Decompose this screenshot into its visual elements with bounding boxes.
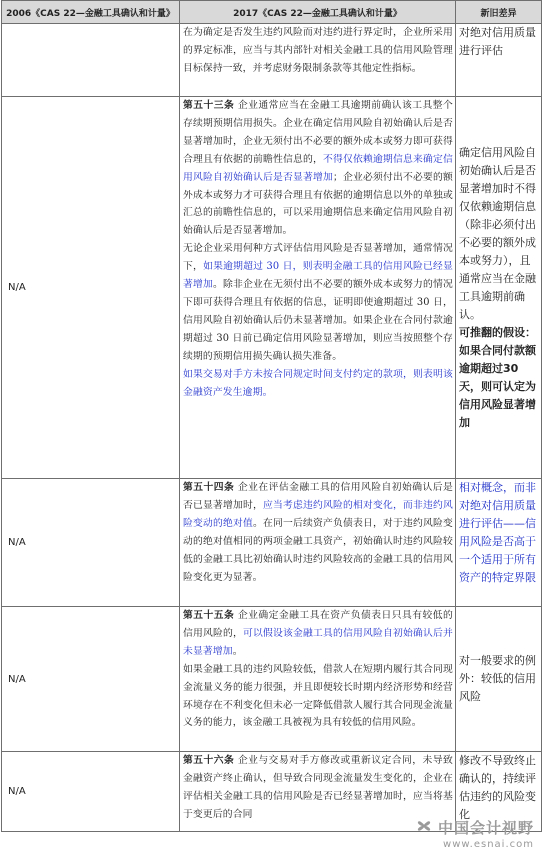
clause-paragraph <box>183 240 453 365</box>
difference-text-bold: 可推翻的假设：如果合同付款额逾期超过30天，则可认定为信用风险显著增加 <box>459 325 536 429</box>
clause-text: 。 <box>232 645 243 657</box>
article-number: 第五十五条 <box>183 610 235 621</box>
article-number: 第五十六条 <box>183 755 235 766</box>
table-row <box>2 24 542 97</box>
new-standard-cell <box>180 607 456 752</box>
old-standard-cell: N/A <box>2 607 180 752</box>
comparison-table <box>1 0 542 832</box>
article-number: 第五十三条 <box>183 100 235 111</box>
difference-cell <box>456 97 542 479</box>
clause-paragraph <box>183 607 453 661</box>
new-standard-cell <box>180 752 456 832</box>
highlighted-text: 可以假设该金融工具的信用风险自初始确认后并未显著增加 <box>183 627 453 657</box>
highlighted-text: 不得仅依赖逾期信息来确定信用风险自初始确认后是否显著增加 <box>183 153 453 183</box>
article-number: 第五十四条 <box>183 482 235 493</box>
clause-text: 企业在评估金融工具的信用风险自初始确认后是否已显著增加时， <box>183 482 453 511</box>
clause-paragraph: 如果金融工具的违约风险较低，借款人在短期内履行其合同现金流量义务的能力很强，并且即便较长时期内经济形势和经营环境存在不利变化但未必一定降低借款人履行其合同现金流量义务的能力，该金融工具被视为具有较低的信用风险。 <box>183 663 453 729</box>
watermark-title: 中国会计视野 <box>437 818 534 837</box>
clause-text: 无论企业采用何种方式评估信用风险是否显著增加，通常情况下， <box>183 243 453 273</box>
highlighted-text: 如果逾期超过 30 日，则表明金融工具的信用风险已经显著增加 <box>183 261 453 291</box>
header-differences: 新旧差异 <box>456 1 542 24</box>
difference-cell: 对一般要求的例外：较低的信用风险 <box>456 607 542 752</box>
watermark-url: www.esnai.com <box>443 839 534 850</box>
new-standard-cell <box>180 479 456 607</box>
new-standard-cell <box>180 97 456 479</box>
table-row <box>2 97 542 479</box>
difference-cell: 相对概念，而非对绝对信用质量进行评估——信用风险是否高于一个适用于所有资产的特定界限 <box>456 479 542 607</box>
old-standard-cell: N/A <box>2 752 180 832</box>
difference-cell: 对绝对信用质量进行评估 <box>456 24 542 97</box>
clause-paragraph <box>183 97 453 240</box>
header-old-standard: 2006《CAS 22—金融工具确认和计量》 <box>2 1 180 24</box>
clause-text: ；企业必须付出不必要的额外成本或努力才可获得合理且有依据的逾期信息以外的单独或汇总的前瞻性信息的，可以采用逾期信息来确定信用风险自初始确认后是否显著增加。 <box>183 171 453 237</box>
table-row <box>2 607 542 752</box>
clause-text: 企业与交易对手方修改或重新议定合同，未导致金融资产终止确认，但导致合同现金流量发生变化的，企业在评估相关金融工具的信用风险是否已经显著增加时，应当将基于变更后的合同 <box>183 755 453 820</box>
header-new-standard: 2017《CAS 22—金融工具确认和计量》 <box>180 1 456 24</box>
clause-text: 企业确定金融工具在资产负债表日只具有较低的信用风险的， <box>183 610 453 639</box>
clause-text: 企业通常应当在金融工具逾期前确认该工具整个存续期预期信用损失。企业在确定信用风险自初始确认后是否显著增加时，企业无须付出不必要的额外成本或努力即可获得合理且有依据的前瞻性信息的， <box>183 100 453 165</box>
table-row <box>2 479 542 607</box>
clause-paragraph <box>183 479 453 586</box>
new-standard-cell <box>180 24 456 97</box>
clause-text: 。在同一后续资产负债表日，对于违约风险变动的绝对值相同的两项金融工具资产，初始确认时违约风险较低的金融工具比初始确认时违约风险较高的金融工具的信用风险变化更为显著。 <box>183 517 453 583</box>
difference-cell: 修改不导致终止确认的，持续评估违约的风险变化 <box>456 752 542 832</box>
old-standard-cell: N/A <box>2 97 180 479</box>
difference-text: 确定信用风险自初始确认后是否显著增加时不得仅依赖逾期信息（除非必须付出不必要的额外成本或努力），且通常应当在金融工具逾期前确认。 <box>459 145 536 321</box>
old-standard-cell <box>2 24 180 97</box>
clause-text: 。除非企业在无须付出不必要的额外成本或努力的情况下即可获得合理且有依据的信息，证明即使逾期超过 30 日，信用风险自初始确认后仍未显著增加。如果企业在合同付款逾期超过 30 日前已确定信用风险显著增加，则应当按照整个存续期的预期信用损失确认损失准备。 <box>183 279 453 362</box>
clause-text: 在为确定是否发生违约风险而对违约进行界定时，企业所采用的界定标准，应当与其内部针对相关金融工具的信用风险管理目标保持一致，并考虑财务限制条款等其他定性指标。 <box>183 27 453 74</box>
highlighted-text: 应当考虑违约风险的相对变化，而非违约风险变动的绝对值 <box>183 499 453 529</box>
clause-paragraph <box>183 752 453 824</box>
header-row <box>2 1 542 24</box>
old-standard-cell: N/A <box>2 479 180 607</box>
highlighted-text: 如果交易对手方未按合同规定时间支付约定的款项，则表明该金融资产发生逾期。 <box>183 368 453 398</box>
table-row <box>2 752 542 832</box>
